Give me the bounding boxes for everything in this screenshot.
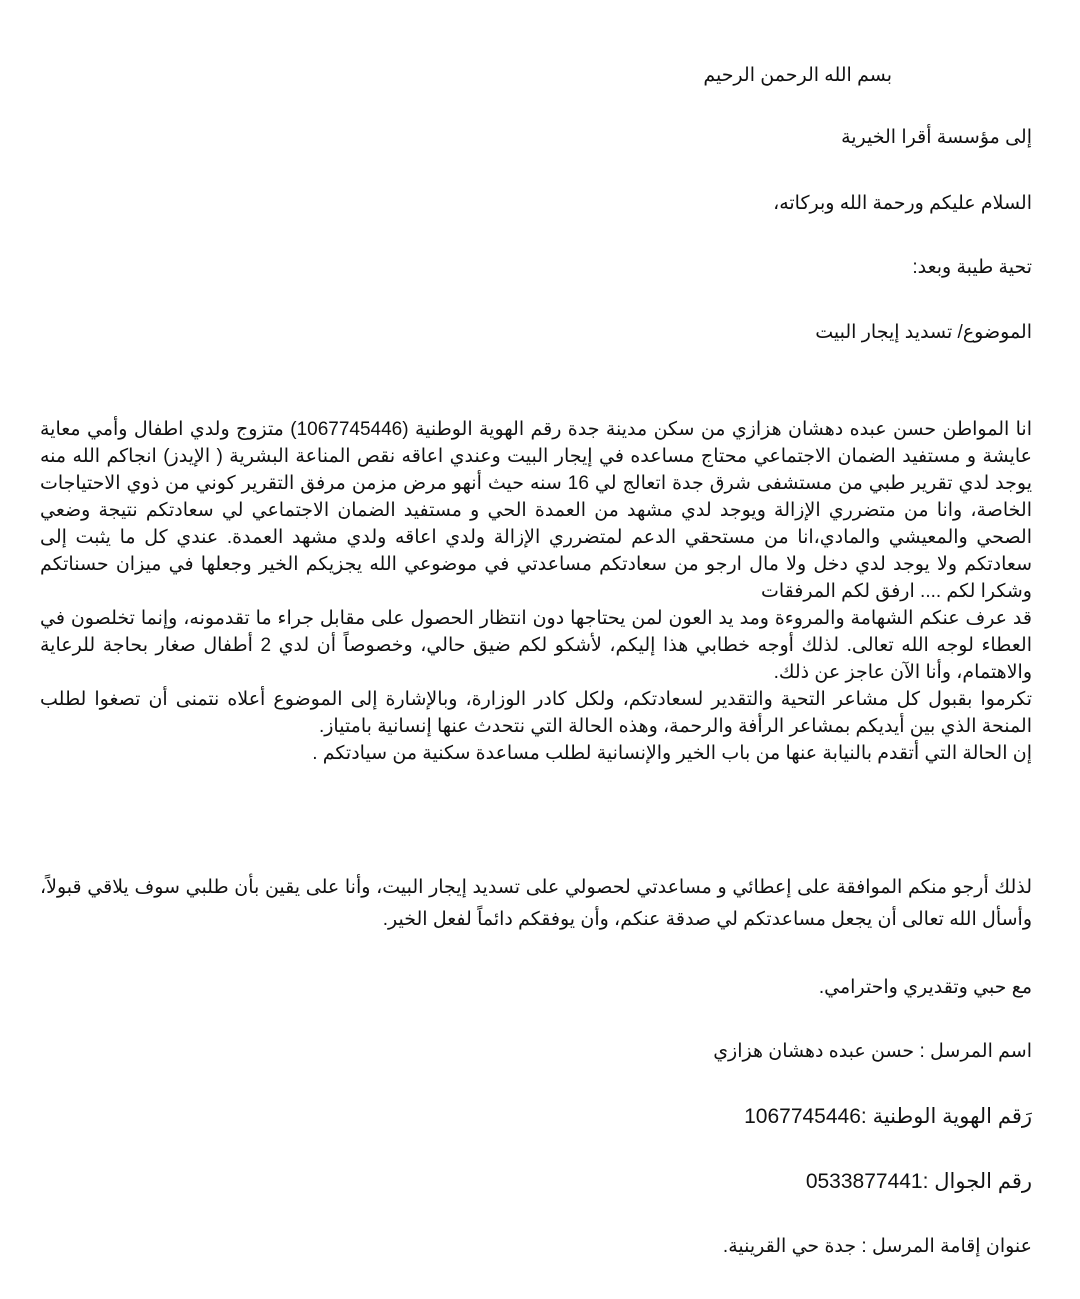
body-paragraph: انا المواطن حسن عبده دهشان هزازي من سكن مدينة جدة رقم الهوية الوطنية (1067745446) متزوج ولدي اطفال وأمي معاية عايشة و مستفيد الضمان الاجتماعي محتاج مساعده في إيجار البيت وعندي اعاقه نقص المناعة البشرية ( الإيدز) انجاكم الله منه يوجد لدي تقرير طبي من مستشفى شرق جدة اتعالج لي 16 سنه حيث أنهو مرض مزمن مرفق التقرير كوني من ذوي الاحتياجات الخاصة، وانا من متضرري الإزالة ويوجد لدي مشهد من العمدة الحي و مستفيد الضمان الاجتماعي لي سعادتكم نتيجة وضعي الصحي والمعيشي والمادي،انا من مستحقي الدعم لمتضرري الإزالة ولدي اعاقه ولدي مشهد العمدة. عندي كل ما يثبت إلى سعادتكم ولا يوجد لدي دخل ولا مال ارجو من سعادتكم مساعدتي في موضوعي الله يجزيكم الخير وجعلها في ميزان حسناتكم وشكرا لكم .... ارفق لكم المرفقات — [40, 419, 1032, 602]
basmala: بسم الله الرحمن الرحيم — [703, 65, 892, 86]
body-paragraph: قد عرف عنكم الشهامة والمروءة ومد يد العون لمن يحتاجها دون انتظار الحصول على مقابل جراء ما تقدمونه، وإنما تخلصون في العطاء لوجه الله تعالى. لذلك أوجه خطابي هذا إليكم، لأشكو لكم ضيق حالي، وخصوصاً أن لدي 2 أطفال صغار بحاجة للرعاية والاهتمام، وأنا الآن عاجز عن ذلك. — [40, 608, 1032, 683]
subject-line: الموضوع/ تسديد إيجار البيت — [815, 322, 1032, 343]
mobile-number: رقم الجوال :0533877441 — [805, 1170, 1032, 1193]
greeting: السلام عليكم ورحمة الله وبركاته، — [773, 193, 1032, 214]
sender-name: اسم المرسل : حسن عبده دهشان هزازي — [713, 1041, 1032, 1062]
closing-paragraph: لذلك أرجو منكم الموافقة على إعطائي و مساعدتي لحصولي على تسديد إيجار البيت، وأنا على يقين بأن طلبي سوف يلاقي قبولاً، وأسأل الله تعالى أن يجعل مساعدتكم لي صدقة عنكم، وأن يوفقكم دائماً لفعل الخير. — [40, 877, 1032, 930]
sender-address: عنوان إقامة المرسل : جدة حي القرينية. — [722, 1236, 1032, 1257]
letter-body — [40, 416, 1032, 767]
body-paragraph: إن الحالة التي أتقدم بالنيابة عنها من باب الخير والإنسانية لطلب مساعدة سكنية من سيادتكم . — [312, 743, 1032, 764]
regards: مع حبي وتقديري واحترامي. — [818, 977, 1032, 998]
salutation: تحية طيبة وبعد: — [912, 257, 1032, 278]
body-paragraph: تكرموا بقبول كل مشاعر التحية والتقدير لسعادتكم، ولكل كادر الوزارة، وبالإشارة إلى الموضوع أعلاه نتمنى أن تصغوا لطلب المنحة الذي بين أيديكم بمشاعر الرأفة والرحمة، وهذه الحالة التي نتحدث عنها إنسانية بامتياز. — [40, 689, 1032, 737]
national-id: رَقم الهوية الوطنية :1067745446 — [744, 1105, 1032, 1128]
recipient: إلى مؤسسة أقرا الخيرية — [841, 127, 1032, 148]
